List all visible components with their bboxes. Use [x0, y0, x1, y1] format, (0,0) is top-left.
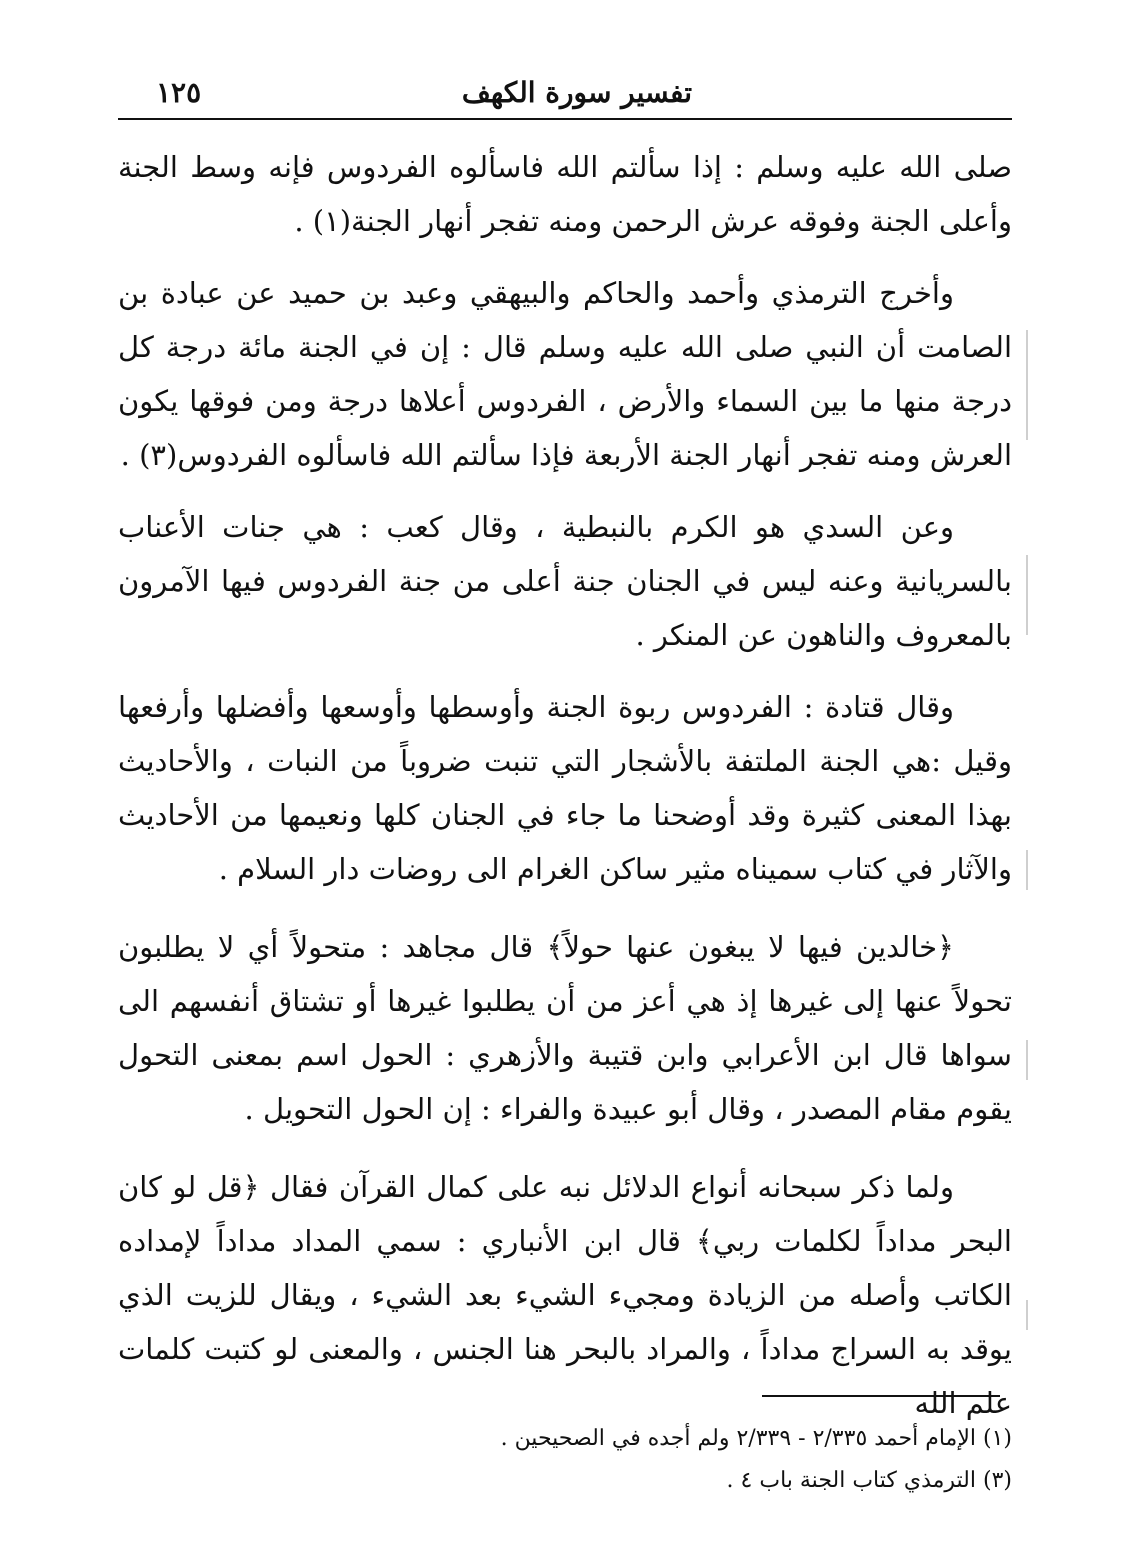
margin-mark: [1026, 1040, 1028, 1080]
page-number: ١٢٥: [156, 76, 202, 109]
margin-mark: [1026, 1300, 1028, 1330]
margin-mark: [1026, 850, 1028, 890]
margin-mark: [1026, 555, 1028, 635]
header-rule: [118, 118, 1012, 120]
footnote: (١) الإمام أحمد ٢/٣٣٥ - ٢/٣٣٩ ولم أجده في الصحيحين .: [500, 1426, 1012, 1451]
paragraph: ﴿خالدين فيها لا يبغون عنها حولاً﴾ قال مجاهد : متحولاً أي لا يطلبون تحولاً عنها إلى غيرها إذ هي أعز من أن يطلبوا غيرها أو تشتاق أنفسهم الى سواها قال ابن الأعرابي وابن قتيبة والأزهري : الحول اسم بمعنى التحول يقوم مقام المصدر ، وقال أبو عبيدة والفراء : إن الحول التحويل .: [118, 930, 1012, 1126]
main-text: [118, 140, 1012, 1430]
page-header: [118, 70, 1012, 120]
paragraph: وعن السدي هو الكرم بالنبطية ، وقال كعب : هي جنات الأعناب بالسريانية وعنه ليس في الجنان جنة أعلى من جنة الفردوس فيها الآمرون بالمعروف والناهون عن المنكر .: [118, 510, 1012, 652]
paragraph: وقال قتادة : الفردوس ربوة الجنة وأوسطها وأوسعها وأفضلها وأرفعها وقيل :هي الجنة الملتفة بالأشجار التي تنبت ضروباً من النبات ، والأحاديث بهذا المعنى كثيرة وقد أوضحنا ما جاء في الجنان كلها ونعيمها من الأحاديث والآثار في كتاب سميناه مثير ساكن الغرام الى روضات دار السلام .: [118, 690, 1012, 886]
paragraph: ولما ذكر سبحانه أنواع الدلائل نبه على كمال القرآن فقال ﴿قل لو كان البحر مداداً لكلمات ربي﴾ قال ابن الأنباري : سمي المداد مداداً لإمداده الكاتب وأصله من الزيادة ومجيء الشيء بعد الشيء ، ويقال للزيت الذي يوقد به السراج مداداً ، والمراد بالبحر هنا الجنس ، والمعنى لو كتبت كلمات علم الله: [118, 1170, 1012, 1420]
footnotes: [118, 1418, 1012, 1502]
margin-mark: [1026, 330, 1028, 440]
paragraph: صلى الله عليه وسلم : إذا سألتم الله فاسألوه الفردوس فإنه وسط الجنة وأعلى الجنة وفوقه عرش الرحمن ومنه تفجر أنهار الجنة(١) .: [118, 150, 1012, 238]
paragraph: وأخرج الترمذي وأحمد والحاكم والبيهقي وعبد بن حميد عن عبادة بن الصامت أن النبي صلى الله عليه وسلم قال : إن في الجنة مائة درجة كل درجة منها ما بين السماء والأرض ، الفردوس أعلاها درجة ومن فوقها يكون العرش ومنه تفجر أنهار الجنة الأربعة فإذا سألتم الله فاسألوه الفردوس(٣) .: [118, 276, 1012, 472]
footnote-rule: [762, 1395, 1000, 1397]
footnote: (٣) الترمذي كتاب الجنة باب ٤ .: [726, 1468, 1012, 1493]
running-title: تفسير سورة الكهف: [461, 76, 692, 109]
